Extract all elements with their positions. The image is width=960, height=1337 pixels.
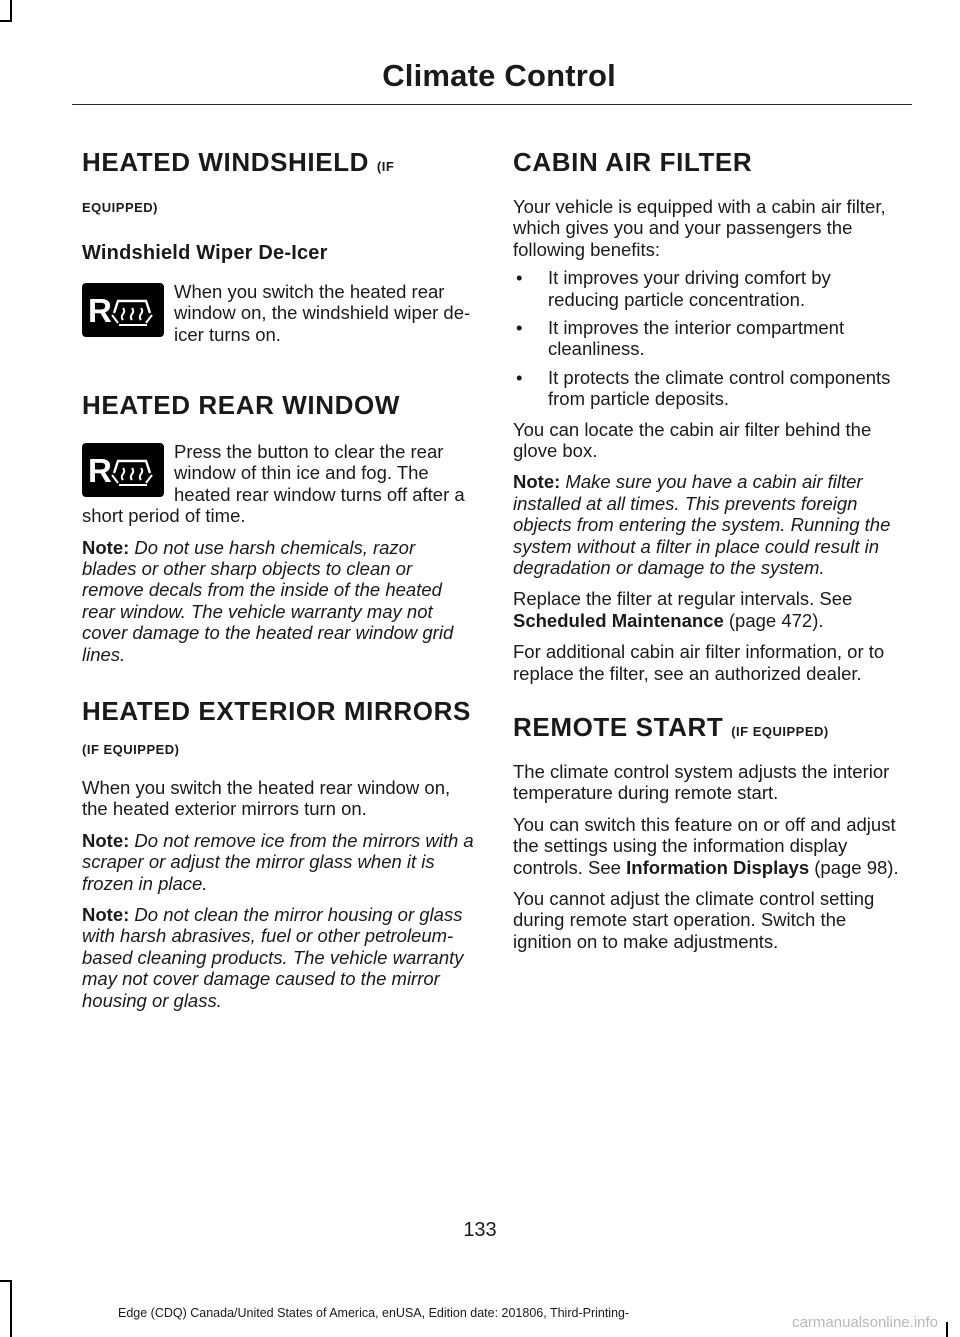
section-title-heated-windshield: HEATED WINDSHIELD (IF xyxy=(82,147,395,177)
remote-start-text-1: The climate control system adjusts the interior temperature during remote start. xyxy=(513,760,890,804)
heated-rear-window-block xyxy=(82,441,474,527)
crop-mark xyxy=(0,1280,12,1282)
replace-filter-text: Replace the filter at regular intervals. See Scheduled Maintenance (page 472). xyxy=(513,588,853,631)
watermark: carmanualsonline.info xyxy=(792,1314,938,1331)
heated-mirrors-text: When you switch the heated rear window on, the heated exterior mirrors turn on. xyxy=(82,776,451,820)
svg-text:R: R xyxy=(88,291,112,329)
qualifier: (IF EQUIPPED) xyxy=(82,741,180,757)
page-header-title: Climate Control xyxy=(382,58,616,93)
qualifier: EQUIPPED) xyxy=(82,199,159,215)
list-item: • It improves your driving comfort by reducing particle concentration. xyxy=(513,267,905,310)
crop-mark xyxy=(10,0,12,20)
rear-defrost-icon xyxy=(82,283,164,337)
heated-rear-window-text: Press the button to clear the rear window of thin ice and fog. The heated rear window turns off after a short period of time. xyxy=(82,441,465,527)
cross-reference-link[interactable]: Information Displays xyxy=(626,856,810,878)
section-title-heated-mirrors: HEATED EXTERIOR MIRRORS xyxy=(82,696,471,727)
list-item: • It improves the interior compartment cleanliness. xyxy=(513,317,905,360)
deicer-block xyxy=(82,281,474,345)
section-title-cabin-air-filter: CABIN AIR FILTER xyxy=(513,147,753,177)
note: Note: Do not use harsh chemicals, razor blades or other sharp objects to clean or remove decals from the inside of the heated rear window. The vehicle warranty may not cover damage to the heated rear window grid lines. xyxy=(82,536,454,665)
crop-mark xyxy=(0,20,12,22)
svg-text:R: R xyxy=(88,452,112,489)
rear-defrost-icon xyxy=(82,443,164,497)
qualifier: (IF EQUIPPED) xyxy=(731,724,829,740)
crop-mark xyxy=(946,1322,948,1337)
additional-info-text: For additional cabin air filter information, or to replace the filter, see an authorized dealer. xyxy=(513,641,885,684)
cabin-filter-location: You can locate the cabin air filter behind the glove box. xyxy=(513,418,872,461)
right-column xyxy=(513,148,905,952)
remote-start-text-2: You can switch this feature on or off and adjust the settings using the information display controls. See Information Displays (page 98). xyxy=(513,813,899,878)
header-divider xyxy=(72,104,912,105)
cross-reference-link[interactable]: Scheduled Maintenance xyxy=(513,609,724,631)
cabin-filter-intro: Your vehicle is equipped with a cabin air filter, which gives you and your passengers the following benefits: xyxy=(513,195,886,260)
subsection-title-deicer: Windshield Wiper De-Icer xyxy=(82,241,328,264)
section-title-remote-start: REMOTE START (IF EQUIPPED) xyxy=(513,712,829,743)
note: Note: Do not clean the mirror housing or glass with harsh abrasives, fuel or other petroleum-based cleaning products. The vehicle warranty may not cover damage caused to the mirror housing or glass. xyxy=(82,903,464,1011)
note: Note: Make sure you have a cabin air filter installed at all times. This prevents foreign objects from entering the system. Running the system without a filter in place could result in degradation or damage to the system. xyxy=(513,471,891,578)
page-number: 133 xyxy=(463,1219,497,1241)
qualifier: (IF xyxy=(376,159,395,174)
note: Note: Do not remove ice from the mirrors with a scraper or adjust the mirror glass when it is frozen in place. xyxy=(82,829,474,894)
section-title-heated-rear-window: HEATED REAR WINDOW xyxy=(82,390,400,421)
benefits-list xyxy=(513,267,905,409)
remote-start-text-3: You cannot adjust the climate control setting during remote start operation. Switch the ignition on to make adjustments. xyxy=(513,887,875,952)
crop-mark xyxy=(10,1280,12,1337)
left-column xyxy=(82,148,474,1011)
list-item: • It protects the climate control components from particle deposits. xyxy=(513,367,905,410)
edition-footer: Edge (CDQ) Canada/United States of America, enUSA, Edition date: 201806, Third-Printing- xyxy=(118,1306,630,1320)
deicer-text: When you switch the heated rear window on, the windshield wiper de-icer turns on. xyxy=(174,280,471,345)
